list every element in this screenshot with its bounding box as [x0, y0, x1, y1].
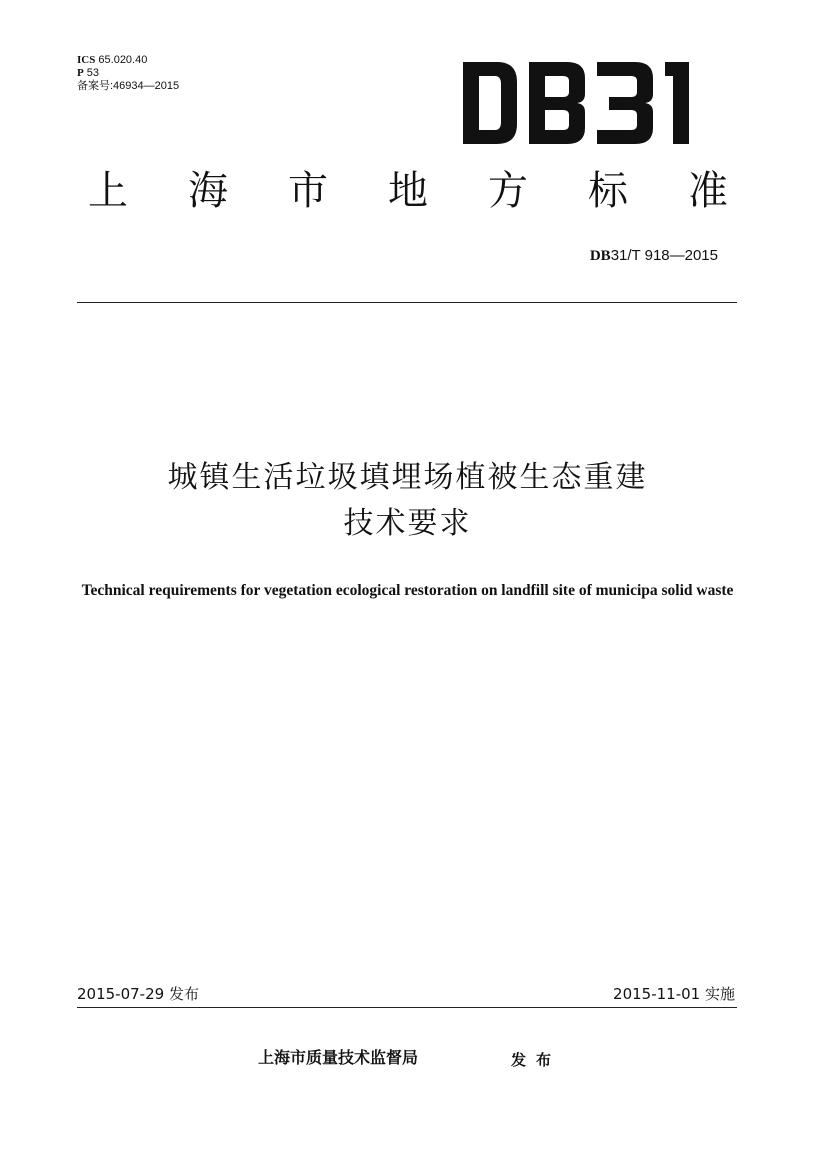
- db31-logo: [463, 62, 689, 144]
- category-char: 准: [688, 168, 728, 214]
- filing-number: [77, 80, 179, 93]
- issuing-action: 发布: [511, 1051, 562, 1069]
- category-char: 海: [188, 168, 228, 214]
- title-cn-line2: 技术要求: [343, 506, 472, 541]
- ccs-code: [77, 67, 179, 80]
- category-char: 标: [588, 168, 628, 214]
- filing-label: 备案号: [77, 80, 110, 92]
- classification-block: [77, 54, 179, 93]
- filing-value: :46934—2015: [110, 80, 180, 92]
- category-char: 地: [388, 168, 428, 214]
- ics-label: ICS: [77, 54, 96, 66]
- ccs-label: P: [77, 67, 84, 79]
- ccs-value: 53: [86, 67, 100, 79]
- category-char: 方: [488, 168, 528, 214]
- ics-code: [77, 54, 179, 67]
- publish-date: 2015-07-29 发布: [77, 985, 199, 1003]
- title-cn-line1: 城镇生活垃圾填埋场植被生态重建: [167, 460, 648, 495]
- issuing-authority: 上海市质量技术监督局: [258, 1048, 419, 1067]
- category-char: 市: [288, 168, 328, 214]
- ics-value: 65.020.40: [98, 54, 148, 66]
- document-title-cn: [0, 455, 815, 547]
- standard-category: [88, 166, 728, 216]
- footer-divider: [77, 1007, 737, 1008]
- document-title-en: Technical requirements for vegetation ecological restoration on landfill site of municipa solid waste: [81, 582, 734, 599]
- header-divider: [77, 302, 737, 303]
- standard-number: [590, 247, 718, 265]
- effective-date: 2015-11-01 实施: [613, 985, 735, 1003]
- standard-number-prefix: DB: [589, 248, 611, 264]
- standard-number-rest: 31/T 918—2015: [610, 247, 718, 264]
- category-char: 上: [88, 168, 128, 214]
